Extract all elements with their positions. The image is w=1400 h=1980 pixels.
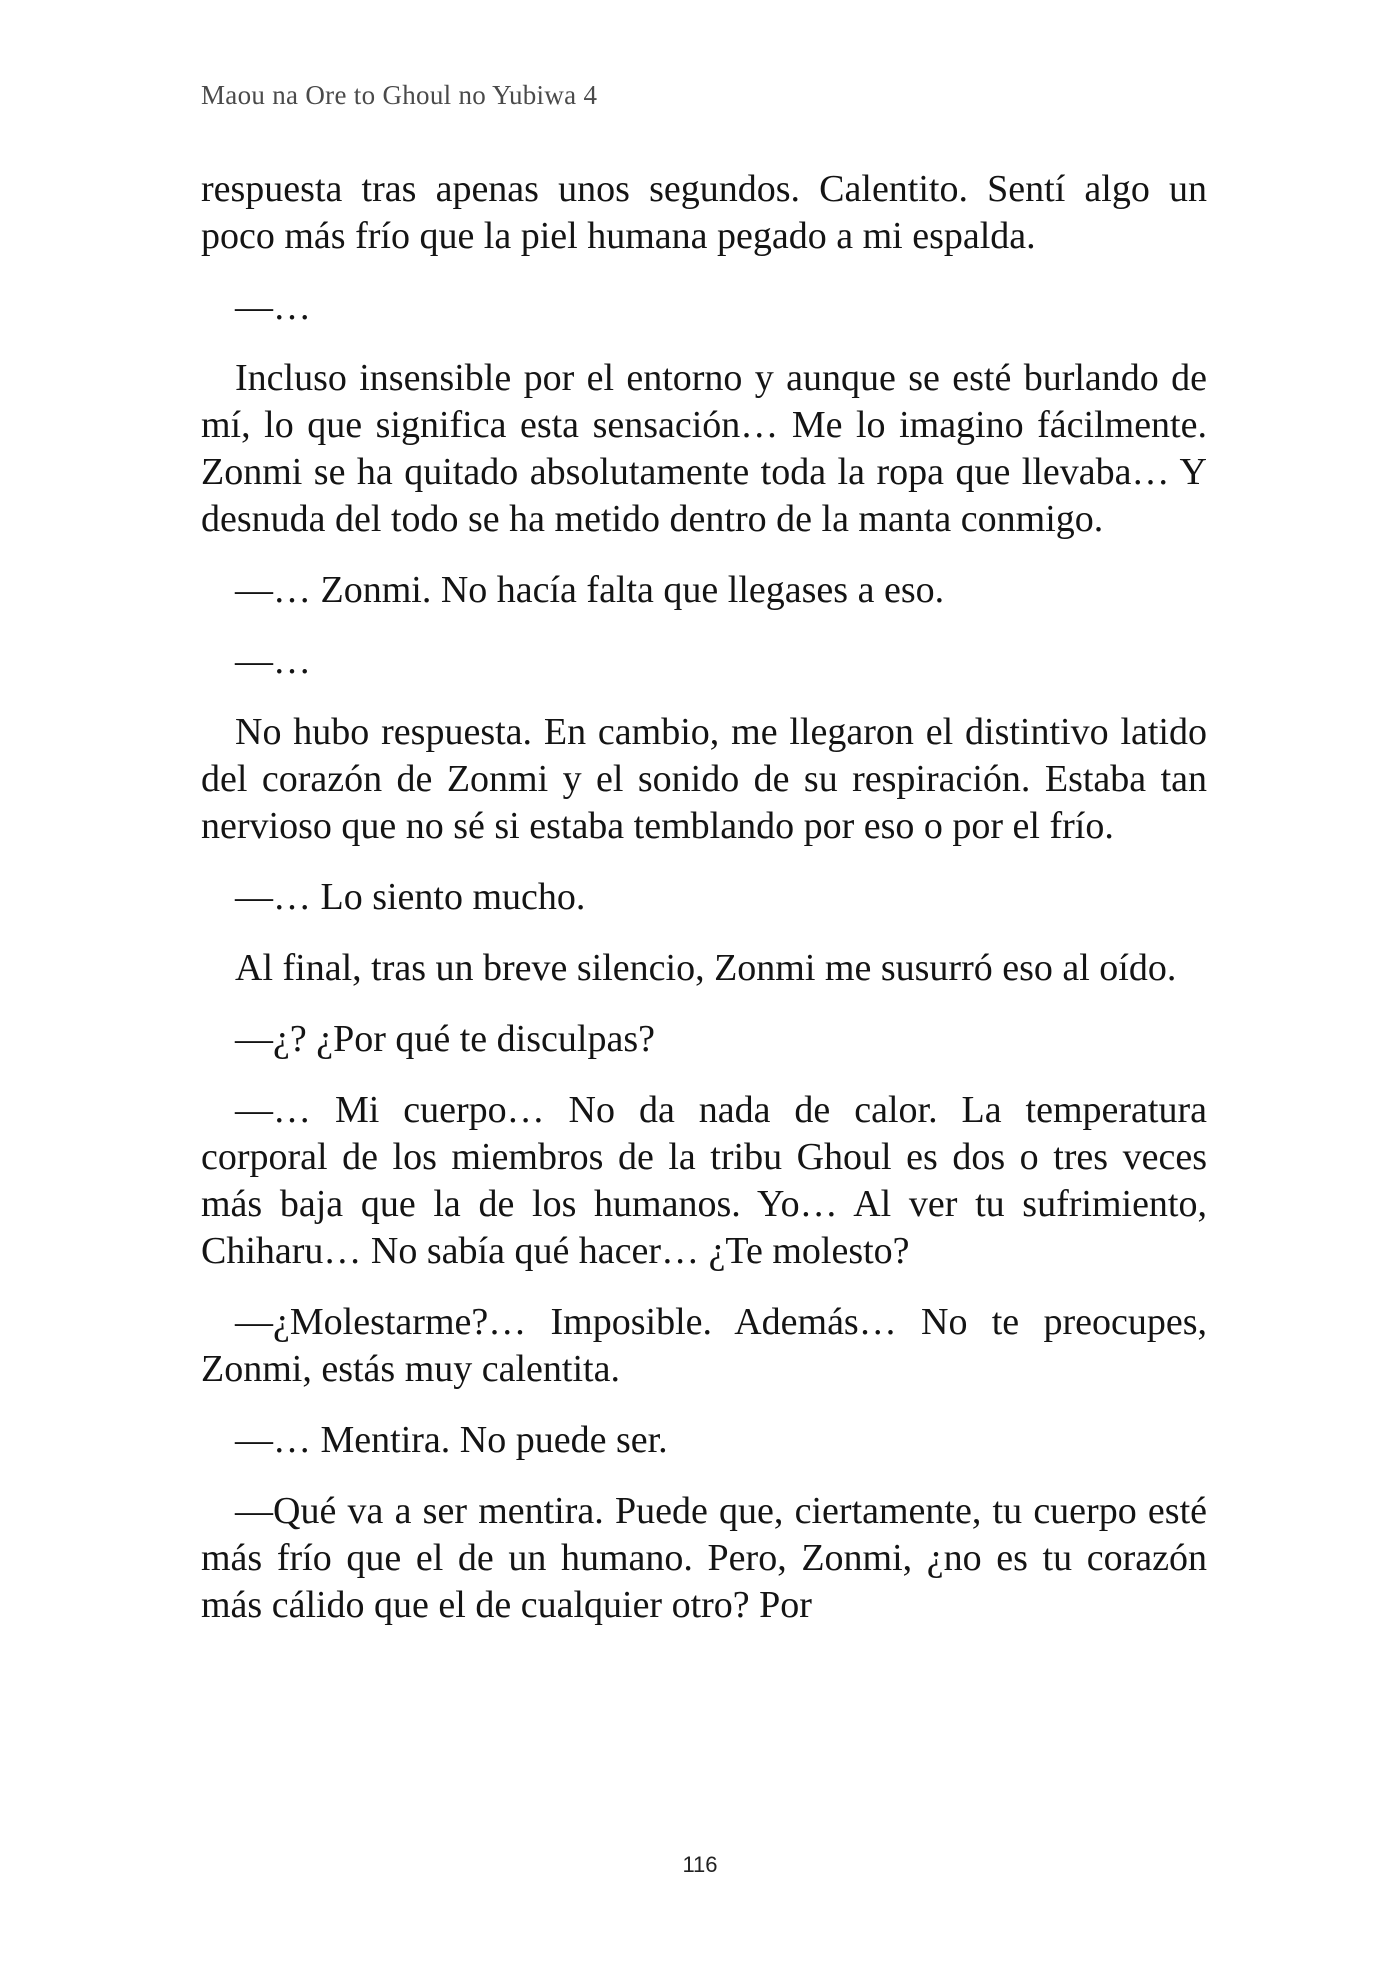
book-body-text <box>201 166 1207 1653</box>
paragraph: —¿Molestarme?… Imposible. Además… No te preocupes, Zonmi, estás muy calentita. <box>201 1301 1207 1390</box>
paragraph: respuesta tras apenas unos segundos. Calentito. Sentí algo un poco más frío que la piel humana pegado a mi espalda. <box>201 168 1207 257</box>
paragraph: —… <box>235 286 311 328</box>
paragraph: —… Mi cuerpo… No da nada de calor. La temperatura corporal de los miembros de la tribu Ghoul es dos o tres veces más baja que la de los humanos. Yo… Al ver tu sufrimiento, Chiharu… No sabía qué hacer… ¿Te molesto? <box>201 1089 1207 1272</box>
paragraph: Al final, tras un breve silencio, Zonmi me susurró eso al oído. <box>235 947 1177 989</box>
paragraph: —Qué va a ser mentira. Puede que, ciertamente, tu cuerpo esté más frío que el de un humano. Pero, Zonmi, ¿no es tu corazón más cálido que el de cualquier otro? Por <box>201 1490 1207 1626</box>
paragraph: No hubo respuesta. En cambio, me llegaron el distintivo latido del corazón de Zonmi y el sonido de su respiración. Estaba tan nervioso que no sé si estaba temblando por eso o por el frío. <box>201 711 1207 847</box>
paragraph: —… Mentira. No puede ser. <box>235 1419 668 1461</box>
paragraph: —¿? ¿Por qué te disculpas? <box>235 1018 655 1060</box>
paragraph: —… Lo siento mucho. <box>235 876 586 918</box>
paragraph: —… <box>235 640 311 682</box>
page-number: 116 <box>682 1852 718 1877</box>
paragraph: Incluso insensible por el entorno y aunque se esté burlando de mí, lo que significa esta sensación… Me lo imagino fácilmente. Zonmi se ha quitado absolutamente toda la ropa que llevaba… Y desnuda del todo se ha metido dentro de la manta conmigo. <box>201 357 1207 540</box>
paragraph: —… Zonmi. No hacía falta que llegases a eso. <box>235 569 945 611</box>
running-header: Maou na Ore to Ghoul no Yubiwa 4 <box>201 80 598 110</box>
